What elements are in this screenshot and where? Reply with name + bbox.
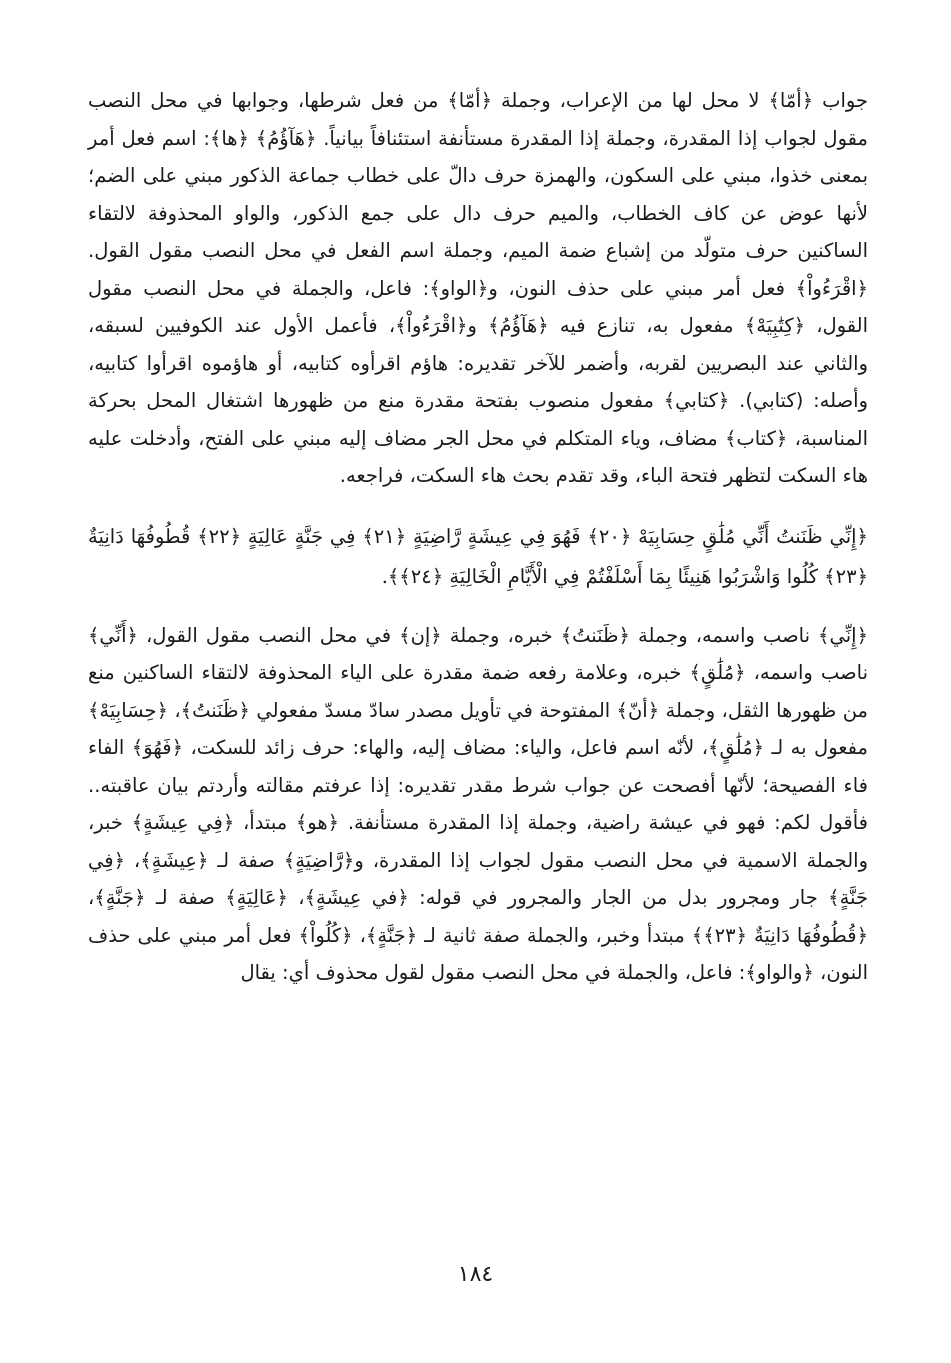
commentary-paragraph-1: جواب ﴿أمّا﴾ لا محل لها من الإعراب، وجملة ﴿أمّا﴾ من فعل شرطها، وجوابها في محل النصب مقول لجواب إذا المقدرة، وجملة إذا المقدرة مستأنفة استئنافاً بيانياً. ﴿هَآؤُمُ﴾ ﴿ها﴾: اسم فعل أمر بمعنى خذوا، مبني على السكون، والهمزة حرف دالّ على خطاب جماعة الذكور مبني على الضم؛ لأنها عوض عن كاف الخطاب، والميم حرف دال على جمع الذكور، والواو المحذوفة لالتقاء الساكنين حرف متولّد من إشباع ضمة الميم، وجملة اسم الفعل في محل النصب مقول القول. ﴿اقْرَءُواْ﴾ فعل أمر مبني على حذف النون، و﴿الواو﴾: فاعل، والجملة في محل النصب مقول القول، ﴿كِتَٰبِيَهْ﴾ مفعول به، تنازع فيه ﴿هَآؤُمُ﴾ و﴿اقْرَءُواْ﴾، فأعمل الأول عند الكوفيين لسبقه، والثاني عند البصريين لقربه، وأضمر للآخر تقديره: هاؤم اقرأوه كتابيه، أو هاؤموه اقرأوا كتابيه، وأصله: (كتابي). ﴿كتابي﴾ مفعول منصوب بفتحة مقدرة منع من ظهورها اشتغال المحل بحركة المناسبة، ﴿كتاب﴾ مضاف، وياء المتكلم في محل الجر مضاف إليه مبني على الفتح، وأدخلت عليه هاء السكت لتظهر فتحة الباء، وقد تقدم بحث هاء السكت، فراجعه. xyxy=(88,89,868,487)
commentary-paragraph-2: ﴿إِنِّي﴾ ناصب واسمه، وجملة ﴿ظَنَنتُ﴾ خبره، وجملة ﴿إن﴾ في محل النصب مقول القول، ﴿أَنِّي﴾ ناصب واسمه، ﴿مُلَٰقٍ﴾ خبره، وعلامة رفعه ضمة مقدرة على الياء المحذوفة لالتقاء الساكنين منع من ظهورها الثقل، وجملة ﴿أنّ﴾ المفتوحة في تأويل مصدر سادّ مسدّ مفعولي ﴿ظَنَنتُ﴾، ﴿حِسَابِيَهْ﴾ مفعول به لـ ﴿مُلَٰقٍ﴾، لأنّه اسم فاعل، والياء: مضاف إليه، والهاء: حرف زائد للسكت، ﴿فَهُوَ﴾ الفاء فاء الفصيحة؛ لأنّها أفصحت عن جواب شرط مقدر تقديره: إذا عرفتم مقالته وأردتم بيان عاقبته.. فأقول لكم: فهو في عيشة راضية، وجملة إذا المقدرة مستأنفة. ﴿هو﴾ مبتدأ، ﴿فِي عِيشَةٍ﴾ خبر، والجملة الاسمية في محل النصب مقول لجواب إذا المقدرة، و﴿رَّاضِيَةٍ﴾ صفة لـ ﴿عِيشَةٍ﴾، ﴿فِي جَنَّةٍ﴾ جار ومجرور بدل من الجار والمجرور في قوله: ﴿في عِيشَةٍ﴾، ﴿عَالِيَةٍ﴾ صفة لـ ﴿جَنَّةٍ﴾، ﴿قُطُوفُهَا دَانِيَةٌ ﴿٢٣﴾﴾ مبتدأ وخبر، والجملة صفة ثانية لـ ﴿جَنَّةٍ﴾، ﴿كُلُواْ﴾ فعل أمر مبني على حذف النون، ﴿والواو﴾: فاعل، والجملة في محل النصب مقول لقول محذوف أي: يقال xyxy=(88,623,868,984)
page-body xyxy=(88,82,868,992)
page-number: ١٨٤ xyxy=(457,1262,494,1287)
quran-verse-block: ﴿إِنِّي ظَنَنتُ أَنِّي مُلَٰقٍ حِسَابِيَهْ ﴿٢٠﴾ فَهُوَ فِي عِيشَةٍ رَّاضِيَةٍ ﴿٢١﴾ فِي جَنَّةٍ عَالِيَةٍ ﴿٢٢﴾ قُطُوفُهَا دَانِيَةٌ ﴿٢٣﴾ كُلُوا وَاشْرَبُوا هَنِيئًا بِمَا أَسْلَفْتُمْ فِي الْأَيَّامِ الْخَالِيَةِ ﴿٢٤﴾﴾. xyxy=(88,524,868,588)
